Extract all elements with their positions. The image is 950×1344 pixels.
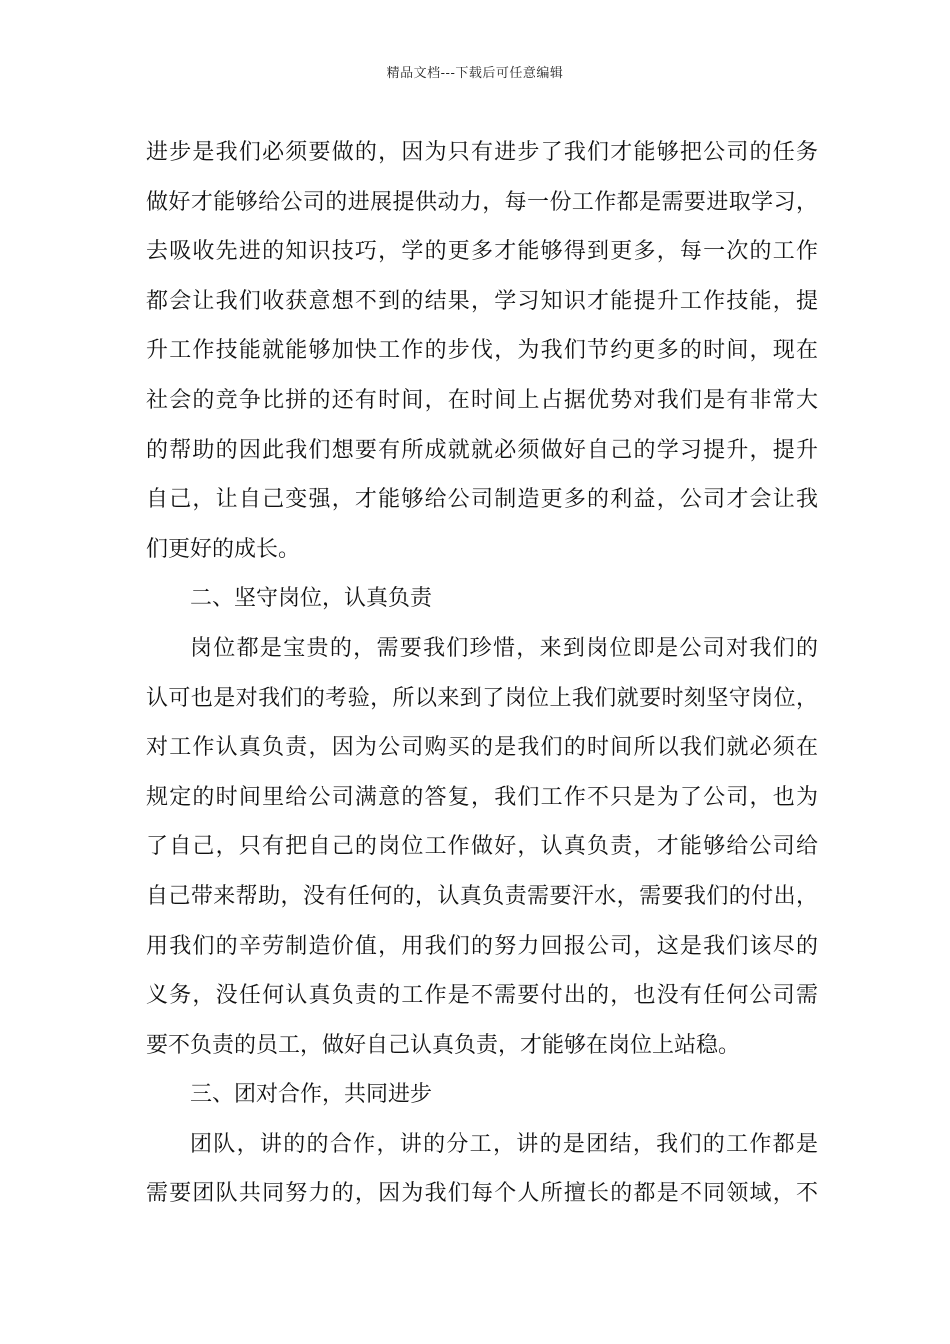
text-line: 团队，讲的的合作，讲的分工，讲的是团结，我们的工作都是 [190, 1131, 818, 1157]
section-heading: 三、团对合作，共同进步 [190, 1082, 433, 1108]
section-heading: 二、坚守岗位，认真负责 [190, 586, 433, 612]
text-line: 升工作技能就能够加快工作的步伐，为我们节约更多的时间，现在 [146, 338, 818, 364]
text-line: 进步是我们必须要做的，因为只有进步了我们才能够把公司的任务 [146, 140, 818, 165]
text-line: 自己带来帮助，没有任何的，认真负责需要汗水，需要我们的付出， [146, 883, 818, 909]
document-body [146, 128, 818, 1219]
text-line: 对工作认真负责，因为公司购买的是我们的时间所以我们就必须在 [146, 735, 818, 761]
text-line: 要不负责的员工，做好自己认真负责，才能够在岗位上站稳。 [146, 1032, 741, 1058]
text-line: 自己，让自己变强，才能够给公司制造更多的利益，公司才会让我 [146, 487, 818, 513]
text-line: 认可也是对我们的考验，所以来到了岗位上我们就要时刻坚守岗位， [146, 685, 818, 711]
text-line: 岗位都是宝贵的，需要我们珍惜，来到岗位即是公司对我们的 [190, 635, 818, 661]
text-line: 需要团队共同努力的，因为我们每个人所擅长的都是不同领域，不 [146, 1181, 818, 1207]
text-line: 义务，没任何认真负责的工作是不需要付出的，也没有任何公司需 [146, 983, 818, 1009]
text-line: 去吸收先进的知识技巧，学的更多才能够得到更多，每一次的工作 [146, 239, 818, 265]
text-line: 做好才能够给公司的进展提供动力，每一份工作都是需要进取学习， [146, 189, 818, 215]
page-header: 精品文档---下载后可任意编辑 [386, 66, 564, 81]
text-line: 们更好的成长。 [146, 536, 301, 562]
text-line: 用我们的辛劳制造价值，用我们的努力回报公司，这是我们该尽的 [146, 933, 818, 959]
text-line: 的帮助的因此我们想要有所成就就必须做好自己的学习提升，提升 [146, 437, 818, 463]
text-line: 了自己，只有把自己的岗位工作做好，认真负责，才能够给公司给 [146, 834, 818, 860]
text-line: 都会让我们收获意想不到的结果，学习知识才能提升工作技能，提 [146, 288, 818, 314]
text-line: 社会的竞争比拼的还有时间，在时间上占据优势对我们是有非常大 [146, 387, 818, 413]
text-line: 规定的时间里给公司满意的答复，我们工作不只是为了公司，也为 [146, 784, 818, 810]
